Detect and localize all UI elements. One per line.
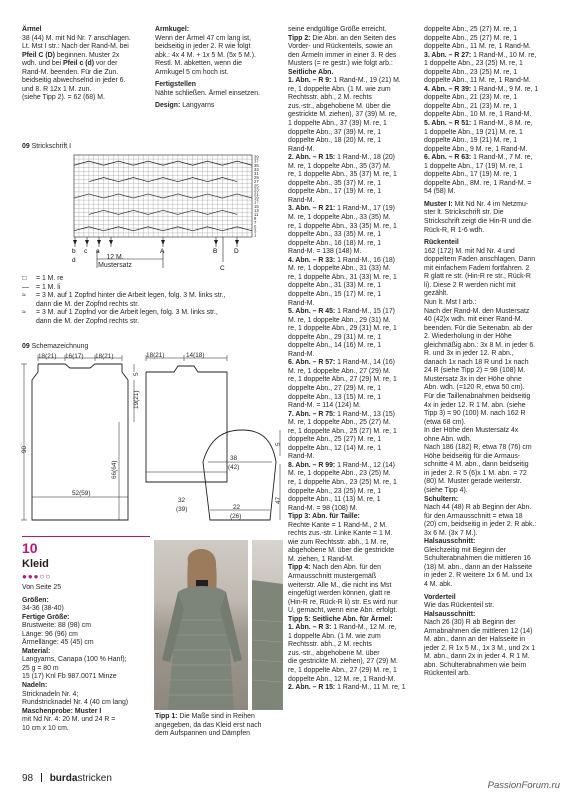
row-number: 17 — [254, 199, 259, 205]
instruction-line: 5. Abn. – R 51: 1 Rand-M., 8 M. re, — [424, 120, 533, 128]
instruction-line: doppelte Abn., 27 (29) M. re, 1 — [288, 384, 382, 392]
instruction-line: Rand-M. = 114 (124) M. — [288, 402, 361, 410]
body-top-1: 18(21) — [38, 353, 57, 360]
instruction-line: doppelte Abn., 11 M. re, 1 Rand-M. — [424, 43, 531, 51]
instructions-column-4 — [424, 26, 552, 679]
instruction-line: 6. Abn. – R 63: 1 Rand-M., 7 M. re, — [424, 154, 533, 162]
dim-22: 22 — [233, 504, 241, 511]
dim-26: (26) — [230, 513, 242, 520]
gauge-line: 10 cm x 10 cm. — [22, 724, 69, 732]
instructions-column-3 — [288, 26, 416, 693]
instruction-line: Seitliche Abn. — [288, 68, 334, 76]
instruction-line: doppelte Abn., 17 (19) M. re, 1 — [424, 171, 518, 179]
legend-text — [36, 275, 63, 284]
instruction-line: (siehe Tipp 4). — [424, 486, 468, 494]
sleeve-top-1: 18(21) — [146, 352, 165, 359]
instruction-line: doppelte Abn., 9 M. re, 1 Rand-M. — [424, 145, 528, 153]
row-number: 23 — [254, 187, 259, 193]
instruction-line: Armausschnitt mustergemäß — [288, 573, 377, 580]
page-number: 98 — [22, 773, 34, 784]
legend-item — [22, 284, 282, 293]
instruction-line: Nach 26 (30) R ab Beginn der — [424, 619, 516, 627]
instruction-line: Wie das Rückenteil str. — [424, 602, 495, 610]
instruction-line: 5. Abn. – R 45: 1 Rand-M., 15 (17) — [288, 308, 395, 316]
instruction-line: 1 doppelte Abn. (1 M. wie zum — [288, 632, 381, 640]
instruction-line: Tipp 4: Nach den Abn. für den — [288, 564, 381, 572]
finishing-line: Nähte schließen. Ärmel einsetzen. — [155, 89, 260, 97]
instruction-line: doppelte Abn., 17 (19) M. re, 1 — [288, 188, 382, 196]
repeat-text: Mustersatz — [98, 262, 132, 269]
instruction-line: (80) M. Muster gerade weiterstr. — [424, 478, 522, 486]
instruction-line: M. re, 1 doppelte Abn., 33 (35) M. — [288, 214, 391, 222]
instruction-line: doppelte Abn., 14 (16) M. re, 1 — [288, 342, 382, 350]
instruction-line: 8. Abn. – R 99: 1 Rand-M., 12 (14) — [288, 461, 395, 469]
instruction-line: Halsausschnitt: — [424, 610, 476, 618]
instruction-line: Rand-M. — [288, 145, 315, 153]
instruction-line: seine endgültige Größe erreicht. — [288, 26, 387, 33]
instruction-line: re, 1 doppelte Abn., 25 (27) M. re, 1 — [288, 427, 397, 435]
instruction-line: mit einfachem Fadem fortfahren. 2 — [424, 264, 530, 272]
instruction-line: Rand-M. — [288, 299, 315, 307]
sleeve-line: Pfeil C (D) beginnen. Muster 2x — [22, 51, 120, 59]
instruction-line: R glatt re str. (Hin-R re str., Rück-R — [424, 273, 531, 281]
instruction-line: 3x 6 M. (3x 7 M.). — [424, 529, 478, 537]
instruction-line: Rand-M. = 138 (148) M. — [288, 248, 362, 256]
instruction-line: abgehobene M. über die gestrickte — [288, 547, 395, 555]
instruction-line: doppelte Abn., 12 M. re, 1 Rand-M. — [288, 675, 396, 683]
row-number: 33 — [254, 166, 259, 172]
finished-line: Länge: 96 (96) cm — [22, 630, 78, 638]
chart-title-number: 09 — [22, 143, 30, 150]
row-number: 39 — [254, 154, 259, 160]
row-number: 21 — [254, 191, 259, 197]
instruction-line: re, 1 doppelte Abn., 27 (29) M. re, 1 — [288, 376, 397, 384]
row-number: 9 — [254, 216, 257, 222]
instruction-line: abn. Schulterabnahmen wie beim — [424, 661, 527, 669]
instruction-line: 4x in jeder 12. R 1 M. abn. (siehe — [424, 401, 526, 409]
tip1-line: dem Aufspannen und Dämpfen — [155, 730, 251, 738]
instruction-line: zus.-str., abgehobene M. über — [288, 649, 380, 657]
instruction-line: Tipp 3: Abn. für Taille: — [288, 513, 360, 521]
instruction-line: doppelte Abn., 10 M. re, 1 Rand-M. — [424, 111, 532, 119]
cable-symbol-icon: ≈ — [22, 309, 26, 316]
row-number: 35 — [254, 162, 259, 168]
instruction-line: doppelte Abn., 23 (25) M. re, 1 — [424, 68, 518, 76]
legend-text-line: dann die M. der Zopfnd rechts str. — [36, 317, 140, 325]
instruction-line: M. re, 1 doppelte Abn., 35 (37) M. — [288, 162, 391, 170]
legend-text-line: = 1 M. re — [36, 275, 64, 282]
instruction-line: Rück-R, R 1-6 wdh. — [424, 226, 485, 234]
cable-symbol-icon: ≈ — [22, 292, 26, 299]
watermark-text: PassionForum.ru — [487, 780, 560, 791]
chart-legend — [22, 275, 282, 326]
instruction-line: doppelte Abn., 25 (27) M. re, 1 — [288, 436, 382, 444]
legend-text — [36, 292, 225, 309]
tip1-line: angegeben, da das Kleid erst nach — [155, 721, 262, 729]
instruction-line: Nach 44 (48) R ab Beginn der Abn. — [424, 504, 532, 512]
instruction-line: 6. Abn. – R 57: 1 Rand-M., 14 (16) — [288, 359, 395, 367]
instruction-line: 54 (58) M. — [424, 188, 456, 196]
chart-label-C: C — [220, 265, 225, 272]
instruction-line: M. re, 1 doppelte Abn., 25 (27) M. — [288, 419, 391, 427]
instruction-line: M. re, 1 doppelte Abn., 27 (29) M. — [288, 367, 391, 375]
legend-text-line: = 3 M. auf 1 Zopfnd hinter die Arbeit legen, folg. 3 M. links str., — [36, 292, 226, 299]
footer-divider — [41, 773, 42, 782]
needles-line: Stricknadeln Nr. 4; — [22, 690, 79, 698]
instruction-line: Rechtsstr. abh., 2 M. rechts — [288, 641, 372, 649]
schema-title-number: 09 — [22, 343, 30, 350]
instruction-line: 1 doppelte Abn., 17 (19) M. re, 1 — [424, 162, 523, 170]
instruction-line: Vorder- und Rückenteils, sowie an — [288, 43, 393, 51]
instruction-line: Rechte Kante = 1 Rand-M., 2 M. — [288, 521, 388, 529]
dim-39: (39) — [176, 506, 188, 513]
legend-item — [22, 275, 282, 284]
instruction-line: weiterstr. Alle M., die nicht ins Mst — [288, 581, 392, 589]
material-line: Langyarns, Canapa (100 % Hanf); — [22, 656, 127, 664]
instruction-line: (20) cm, beidseitig in jeder 2. R abk.: — [424, 521, 537, 529]
row-number: 7 — [254, 220, 257, 226]
sleeve-line: und 8. R 12x 1 M. zun. — [22, 85, 92, 93]
instruction-line: Rand-M. — [288, 196, 315, 204]
finished-line: Brustweite: 88 (98) cm — [22, 622, 91, 630]
instruction-line: M. re, 1 doppelte Abn., 23 (25) M. — [288, 470, 391, 478]
instruction-line: zus.-str., abgehobene M. über die — [288, 102, 391, 110]
instruction-line: (18) M. abn., dann an der Halsseite — [424, 563, 533, 571]
chart-label-D: D — [234, 248, 239, 255]
instruction-line: doppelte Abn., 37 (39) M. re, 1 — [288, 128, 382, 136]
instruction-line: Höhe beidseitig für die Armaus- — [424, 452, 521, 460]
instruction-line: beenden. Für die Seitenabn. ab der — [424, 324, 533, 332]
sleeve-cap-instructions — [155, 26, 273, 111]
legend-text — [36, 309, 218, 326]
sleeve-cap-line: Armkugel 5 cm hoch ist. — [155, 68, 229, 76]
repeat-label — [90, 254, 140, 270]
row-number: 27 — [254, 179, 259, 185]
source-page: Von Seite 25 — [22, 584, 62, 591]
finished-line: Ärmellänge: 45 (45) cm — [22, 639, 94, 647]
legend-text-line: dann die M. der Zopfnd rechts str. — [36, 300, 140, 308]
sleeve-instructions — [22, 26, 140, 103]
instruction-line: Rand-M. — [288, 453, 315, 461]
instruction-line: eingefügt werden können, glatt re — [288, 590, 391, 598]
instruction-line: M. abn., dann an der Halsseite in — [424, 636, 526, 644]
instruction-line: jeder 2. R 1x 5 M., 1x 3 M., und 2x 1 — [424, 644, 536, 652]
chart-title-text: Strickschrift I — [31, 143, 72, 150]
dim-66: 66(64) — [111, 460, 118, 479]
instruction-line: 2. Abn. – R 15: 1 Rand-M., 11 M. re, 1 — [288, 684, 406, 692]
difficulty-rating: ●●●○○ — [22, 572, 52, 581]
instruction-line: den Ärmeln immer in einer 3. R des — [288, 51, 397, 59]
legend-text — [36, 284, 60, 293]
instruction-line: doppelte Abn., 29 (31) M. re, 1 — [288, 333, 382, 341]
instruction-line: M. re, 1 doppelte Abn., 31 (33) M. — [288, 265, 391, 273]
instruction-line: re, 1 doppelte Abn., 23 (25) M. re, 1 — [288, 478, 397, 486]
instruction-line: 40 (42)x wdh. mit einer Rand-M. — [424, 316, 523, 324]
row-number: 13 — [254, 207, 259, 213]
watermark — [488, 780, 560, 791]
gauge-line: mit Nd Nr. 4: 20 M. und 24 R = — [22, 716, 116, 724]
instruction-line: doppeltem Faden anschlagen. Dann — [424, 256, 536, 264]
schema-title — [22, 343, 88, 350]
instruction-line: 162 (172) M. mit Nd Nr. 4 und — [424, 247, 515, 255]
instruction-line: doppelte Abn., 31 (33) M. re, 1 — [288, 282, 382, 290]
instruction-line: wie zum Rechtsstr. abh., 1 M. re, — [288, 538, 389, 546]
instruction-line: rechts zus.-str. Linke Kante = 1 M. — [288, 530, 393, 538]
sleeve-line: wdh. und bei Pfeil c (d) vor der — [22, 60, 118, 68]
row-number: 5 — [254, 224, 257, 230]
instruction-line: re, 1 doppelte Abn., 27 (29) M. re, 1 — [288, 667, 397, 675]
divider-line — [22, 536, 150, 537]
chart-label-a: a — [96, 248, 100, 255]
dress-photo-detail — [252, 540, 283, 710]
instruction-line: Rückenteil — [424, 239, 459, 247]
instruction-line: doppelte Abn., 21 (23) M. re, 1 — [424, 102, 518, 110]
instruction-line: Vorderteil — [424, 593, 456, 601]
dim-90: 90 — [21, 445, 28, 453]
chart-label-A: A — [160, 248, 165, 255]
design-label: Design: — [155, 102, 181, 110]
instruction-line: doppelte Abn., 35 (37) M. re, 1 — [288, 179, 382, 187]
finishing-text — [155, 90, 273, 99]
instruction-line: Nach 186 (182) R, etwa 78 (76) cm — [424, 444, 532, 452]
instruction-line: Rand-M. — [288, 350, 315, 358]
brand-name-2: stricken — [77, 773, 112, 784]
instruction-line: ohne Abn. wdh. — [424, 435, 472, 443]
instruction-line: M. ziehen, 1 Rand-M. — [288, 555, 354, 563]
material-heading: Material: — [22, 647, 51, 655]
instruction-line: gestrickte M. ziehen), 37 (39) M. re, — [288, 111, 397, 119]
material-line: 15 (17) Knl Fb 987.0071 Minze — [22, 673, 117, 681]
row-number: 11 — [254, 212, 259, 217]
dim-38: 38 — [230, 455, 238, 462]
body-top-2: 16(17) — [65, 353, 84, 360]
instruction-line: Tipp 3) = 90 (100) M. nach 162 R — [424, 410, 526, 418]
gauge-heading: Maschenprobe: Muster I — [22, 707, 102, 715]
sleeve-line: (siehe Tipp 2). = 62 (68) M. — [22, 94, 105, 102]
design-credit — [155, 102, 273, 111]
instruction-line: 4. Abn. – R 33: 1 Rand-M., 16 (18) — [288, 256, 395, 264]
instruction-line: 1 doppelte Abn., 37 (39) M. re, 1 — [288, 120, 387, 128]
sleeve-cap-line: Wenn der Ärmel 47 cm lang ist, — [155, 34, 251, 42]
legend-text-line: = 1 M. li — [36, 283, 61, 291]
instruction-line: doppelte Abn., 8M. re, 1 Rand-M. = — [424, 179, 532, 187]
instruction-line: Schulterabnahmen die mittleren 16 — [424, 555, 531, 563]
legend-item — [22, 309, 282, 326]
page-footer — [22, 773, 112, 785]
instruction-line: Musters (= re gestr.) wie folgt arb.: — [288, 60, 393, 68]
project-number: 10 — [22, 540, 38, 556]
dim-42: (42) — [228, 464, 240, 471]
instruction-line: re, 1 doppelte Abn., 29 (31) M. re, 1 — [288, 325, 397, 333]
tip1-line: Tipp 1: Die Maße sind in Reihen — [155, 713, 255, 720]
body-top-3: 18(21) — [95, 353, 114, 360]
instruction-line: doppelte Abn., 12 (14) M. re, 1 — [288, 444, 382, 452]
sizes-heading: Größen: — [22, 596, 49, 604]
instruction-line: Abn. wdh. (=120 R, etwa 50 cm). — [424, 384, 525, 392]
instruction-line: 24 R (siehe Tipp 2) = 98 (108) M. — [424, 367, 526, 375]
instruction-line: Rückenteil arb. — [424, 670, 470, 678]
instruction-line: re, 1 doppelte Abn., 33 (35) M. re, 1 — [288, 222, 397, 230]
instruction-line: 3. Abn. – R 27: 1 Rand-M., 10 M. re, — [424, 51, 537, 59]
chart-label-B: B — [213, 248, 218, 255]
design-value: Langyarns — [182, 102, 215, 110]
instruction-line: Rand-M. = 98 (108) M. — [288, 504, 358, 512]
row-number: 15 — [254, 203, 259, 209]
purl-symbol-icon: — — [22, 283, 29, 291]
dim-5: 5 — [133, 372, 140, 376]
sleeve-cap-line: beidseitig in jeder 2. R wie folgt — [155, 43, 251, 51]
instruction-line: li). Diese 2 R werden nicht mit — [424, 281, 516, 289]
chart-title — [22, 143, 71, 150]
instruction-line: Schultern: — [424, 495, 459, 503]
instruction-line: M. abn., dann 2x in jeder 4. R 1 M. — [424, 653, 530, 661]
row-number: 37 — [254, 158, 259, 164]
instruction-line: Tipp 2: Die Abn. an den Seiten des — [288, 34, 396, 42]
instruction-line: gleichmäßig abn.: 3x 8 M. in jeder 6. — [424, 341, 536, 349]
knit-symbol-icon: □ — [22, 275, 27, 282]
material-line: 25 g = 80 m — [22, 664, 59, 672]
instruction-line: 4 M. abk. — [424, 581, 453, 588]
sleeve-cap-heading: Armkugel: — [155, 26, 190, 33]
row-number: 19 — [254, 195, 259, 201]
instruction-line: U, gemacht, wenn eine Abn. erfolgt. — [288, 607, 398, 615]
instruction-line: für den Armausschnitt = etwa 18 — [424, 512, 523, 520]
instruction-line: 2. Wiederholung in der Höhe — [424, 333, 512, 341]
instruction-line: R. und 3x in jeder 12. R abn., — [424, 350, 514, 358]
schema-title-text: Schemazeichnung — [31, 343, 89, 350]
instruction-line: Rechtsstr. abh., 2 M. rechts — [288, 94, 372, 102]
dress-photo — [154, 540, 248, 710]
instruction-line: re, 1 doppelte Abn., 31 (33) M. re, 1 — [288, 273, 397, 281]
project-title: Kleid — [22, 558, 49, 570]
instruction-line: doppelte Abn., 18 (20) M. re, 1 — [288, 137, 382, 145]
sleeve-cap-line: Restl. M. abketten, wenn die — [155, 60, 242, 68]
instruction-line: M. re, 1 doppelte Abn., 29 (31) M. — [288, 316, 391, 324]
instruction-line: in jeder 2. R 5 (6)x 1 M. abn. = 72 — [424, 469, 527, 477]
instruction-line: doppelte Abn., 11 (13) M. re, 1 — [288, 496, 381, 504]
instruction-line: 1 doppelte Abn., 19 (21) M. re, 1 — [424, 128, 523, 136]
dim-19: 19(21) — [133, 390, 140, 409]
instruction-line: 1. Abn. – R 3: 1 Rand-M., 12 M. re, — [288, 624, 397, 632]
instruction-line: Armabnahmen die mittleren 12 (14) — [424, 627, 533, 635]
instruction-line: Strickschrift zeigt die Hin-R und die — [424, 218, 532, 226]
instruction-line: danach 1x nach 18 R und 1x nach — [424, 358, 529, 366]
legend-text-line: = 3 M. auf 1 Zopfnd vor die Arbeit legen, folg. 3 M. links str., — [36, 309, 218, 316]
sleeve-line: Lt. Mst I str.: Nach der Rand-M. bei — [22, 43, 129, 51]
instruction-line: doppelte Abn., 16 (18) M. re, 1 — [288, 239, 382, 247]
row-number: 3 — [254, 228, 257, 234]
needles-heading: Nadeln: — [22, 682, 48, 690]
chart-label-d: d — [72, 257, 76, 264]
instruction-line: Tipp 5: Seitliche Abn. für Ärmel: — [288, 615, 393, 623]
sleeve-text — [22, 35, 140, 103]
instruction-line: Nach der Rand-M. den Mustersatz — [424, 307, 530, 315]
tip-1 — [155, 713, 283, 739]
instruction-line: gezählt. — [424, 290, 449, 298]
dim-47: 47 — [275, 496, 282, 504]
instruction-line: 3. Abn. – R 21: 1 Rand-M., 17 (19) — [288, 205, 395, 213]
instruction-line: 7. Abn. – R 75: 1 Rand-M., 13 (15) — [288, 410, 395, 418]
instruction-line: Halsausschnitt: — [424, 538, 476, 546]
instruction-line: re, 1 doppelte Abn., 35 (37) M. re, 1 — [288, 171, 397, 179]
instruction-line: in jeder 2. R weitere 1x 6 M. und 1x — [424, 572, 533, 580]
instruction-line: 4. Abn. – R 39: 1 Rand-M., 9 M. re, 1 — [424, 85, 539, 93]
instruction-line: doppelte Abn., 25 (27) M. re, 1 — [424, 34, 518, 42]
sizes-value: 34-36 (38-40) — [22, 605, 64, 613]
instruction-line: doppelte Abn., 33 (35) M. re, 1 — [288, 231, 382, 239]
instruction-line: schnitte 4 M. abn., dann beidseitig — [424, 461, 529, 469]
instruction-line: In der Höhe den Mustersatz 4x — [424, 427, 519, 435]
instruction-line: Gleichzeitig mit Beginn der — [424, 546, 506, 554]
row-number: 25 — [254, 183, 259, 189]
instruction-line: 2. Abn. – R 15: 1 Rand-M., 18 (20) — [288, 154, 395, 162]
instruction-line: Muster I: Mit Nd Nr. 4 im Netzmu- — [424, 200, 529, 208]
sleeve-heading: Ärmel — [22, 26, 42, 33]
instruction-line: 1 doppelte Abn., 23 (25) M. re, 1 — [424, 60, 523, 68]
sleeve-line: Rand-M. beenden. Für die Zun. — [22, 68, 119, 76]
dim-5b: 5 — [275, 442, 282, 446]
finished-heading: Fertige Größe: — [22, 613, 70, 621]
sleeve-line: 38 (44) M. mit Nd Nr. 7 anschlagen. — [22, 34, 131, 42]
instruction-line: doppelte Abn., 13 (15) M. re, 1 — [288, 393, 382, 401]
row-number: 31 — [254, 171, 259, 176]
brand-name: burda — [49, 773, 78, 784]
row-number: 29 — [254, 175, 259, 181]
instruction-line: doppelte Abn., 21 (23) M. re, 1 — [424, 94, 518, 102]
instruction-line: ster lt. Strickschrift str. Die — [424, 209, 504, 217]
sleeve-line: beidseitig abwechselnd in jeder 6. — [22, 77, 126, 85]
chart-label-b: b — [72, 248, 76, 255]
finishing-heading: Fertigstellen — [155, 81, 196, 89]
instruction-line: doppelte Abn., 15 (17) M. re, 1 — [288, 290, 382, 298]
instruction-line: (etwa 68 cm). — [424, 418, 466, 426]
instruction-line: doppelte Abn., 19 (21) M. re, 1 — [424, 137, 518, 145]
instruction-line: Nun lt. Mst I arb.: — [424, 298, 477, 306]
sleeve-cap-text — [155, 35, 273, 78]
stitch-chart — [22, 152, 272, 276]
dim-52: 52(59) — [72, 490, 91, 497]
dim-32: 32 — [178, 497, 186, 504]
instruction-line: doppelte Abn., 23 (25) M. re, 1 — [288, 487, 382, 495]
instruction-line: 1. Abn. – R 9: 1 Rand-M., 19 (21) M. — [288, 77, 401, 85]
instruction-line: doppelte Abn., 11 M. re, 1 Rand-M. — [424, 77, 531, 85]
row-number: 1 — [254, 232, 257, 238]
schematic-drawing — [20, 352, 282, 530]
instruction-line: re, 1 doppelte Abn. (1 M. wie zum — [288, 85, 391, 93]
instruction-line: die gestrickte M. ziehen), 27 (29) M. — [288, 658, 398, 666]
instruction-line: Mustersatz 3x in der Höhe ohne — [424, 375, 522, 383]
needles-line: Rundstricknadel Nr. 4 (40 cm lang) — [22, 699, 129, 707]
chart-label-c: c — [84, 248, 88, 255]
sleeve-cap-line: abk.: 4x 4 M. + 1x 5 M. (5x 5 M.). — [155, 51, 256, 59]
sleeve-top-2: 14(18) — [186, 352, 205, 359]
legend-item — [22, 292, 282, 309]
repeat-count: 12 M. — [106, 254, 124, 261]
instruction-line: (Hin-R re, Rück-R li) str. Es wird nur — [288, 598, 398, 606]
instruction-line: Für die Taillenabnahmen beidseitig — [424, 392, 531, 400]
instruction-line: doppelte Abn., 25 (27) M. re, 1 — [424, 26, 518, 33]
project-info — [22, 540, 150, 733]
